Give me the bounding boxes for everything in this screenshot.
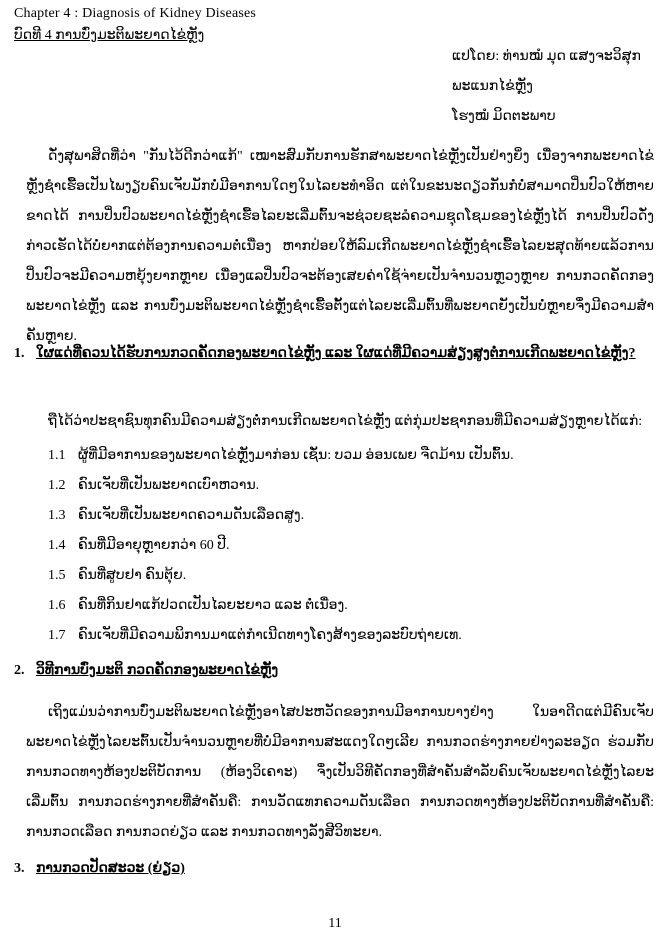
hospital-credit: ໂຮງໝໍ ມິດຕະພາບ [452,109,556,124]
intro-paragraph: ດັ່ງສຸພາສິດທີ່ວ່າ "ກັນໄວ້ດີກວ່າແກ້" ເໝາະສົມກັບການຮັກສາພະຍາດໄຂ່ຫຼັງເປັນຢ່າງຍິ່ງ ເນື່ອງຈາກພະຍາດໄຂ່ຫຼັງຊໍາເຮື້ອເປັນໄພງຽບຄົນເຈັບມັກບໍ່ມີອາການໃດໆໃນໄລຍະທໍາອິດ ແຕ່ໃນຂະນະດຽວກັນກໍ່ບໍ່ສາມາດປິ່ນປົວໃຫ້ຫາຍຂາດໄດ້ ການປິ່ນປົວພະຍາດໄຂ່ຫຼັງຊໍາເຮື້ອໄລຍະເລີ່ມຕົ້ນຈະຊ່ວຍຊະລໍຄວາມຊຸດໂຊມຂອງໄຂ່ຫຼັງໄດ້ ການປິ່ນປົວດັ່ງກ່າວເຮັດໄດ້ບໍ່ຍາກແຕ່ຕ້ອງການຄວາມຕໍ່ເນື່ອງ ຫາກປ່ອຍໃຫ້ລົມເກີດພະຍາດໄຂ່ຫຼັງຊໍາເຮື້ອໄລຍະສຸດທ້າຍແລ້ວການປິ່ນປົວຈະມີຄວາມຫຍຸ້ງຍາກຫຼາຍ ເນື່ອງແລປິ່ນປົວຈະຕ້ອງເສຍຄ່າໃຊ້ຈ່າຍເປັນຈໍານວນຫຼວງຫຼາຍ ການກວດຄັດກອງພະຍາດໄຂ່ຫຼັງ ແລະ ການບົ່ງມະຕິພະຍາດໄຂ່ຫຼັງຊໍາເຮື້ອຕັ້ງແຕ່ໄລຍະເລີ່ມຕົ້ນທີ່ພະຍາດຍັງເປັນບໍ່ຫຼາຍຈຶ່ງມີຄວາມສໍາຄັນຫຼາຍ. [26,149,654,344]
section-title: ໃຜແດ່ທີ່ຄວນໄດ້ຮັບການກວດຄັດກອງພະຍາດໄຂ່ຫຼັງ ແລະ ໃຜແດ່ທີ່ມີຄວາມສ່ຽງສູງຕໍ່ການເກີດພະຍາດໄຂ່ຫຼັງ? [36,346,636,361]
list-item-number: 1.5 [48,568,66,583]
list-item [48,441,514,471]
list-item-text: ຄົນເຈັບທີ່ມີຄວາມພິການມາແຕ່ກໍາເນີດທາງໂຄງສ້າງຂອງລະບົບຖ່າຍເທ. [78,628,462,643]
list-item-number: 1.3 [48,508,66,523]
section-number: 2. [14,663,25,678]
section-1-heading [14,345,636,362]
list-item [48,621,514,651]
list-item-number: 1.7 [48,628,66,643]
section-2-heading [14,662,278,679]
page-number: 11 [328,916,342,931]
section-title: ການກວດປັດສະວະ (ຍ່ຽວ) [36,861,185,876]
section-number: 1. [14,346,25,361]
list-item-number: 1.1 [48,448,66,463]
list-item [48,561,514,591]
list-item-text: ຄົນເຈັບທີ່ເປັນພະຍາດຄວາມດັນເລືອດສູງ. [78,508,305,523]
diagnosis-paragraph: ເຖິງແມ່ນວ່າການບົ່ງມະຕິພະຍາດໄຂ່ຫຼັງອາໄສປະຫວັດຂອງການມີອາການບາງຢ່າງ ໃນອາດີດແຕ່ມີຄົນເຈັບພະຍາດໄຂ່ຫຼັງໄລຍະຕົ້ນເປັນຈໍານວນຫຼາຍທີ່ບໍ່ມີອາການສະແດງໃດໆເລີຍ ການກວດຮ່າງກາຍຢ່າງລະອຽດ ຮ່ວມກັບການກວດທາງຫ້ອງປະຕິບັດການ (ຫ້ອງວິເຄາະ) ຈຶ່ງເປັນວິທີຄັດກອງທີ່ສໍາຄັນສໍາລັບຄົນເຈັບພະຍາດໄຂ່ຫຼັງໄລຍະເລີ່ມຕົ້ນ ການກວດຮ່າງກາຍທີ່ສໍາຄັນຄື: ການວັດແທກຄວາມດັນເລືອດ ການກວດທາງຫ້ອງປະຕິບັດການທີ່ສໍາຄັນຄື: ການກວດເລືອດ ການກວດຍ່ຽວ ແລະ ການກວດທາງລັງສີວິທະຍາ. [26,705,654,840]
list-item [48,471,514,501]
translator-credit: ແປໂດຍ: ທ່ານໝໍ ມຸດ ແສງຈະວິສຸກ [452,49,641,64]
section-title: ວິທີການບົ່ງມະຕິ ກວດຄັດກອງພະຍາດໄຂ່ຫຼັງ [36,663,279,678]
list-item-number: 1.6 [48,598,66,613]
risk-group-intro: ຖືໄດ້ວ່າປະຊາຊົນທຸກຄົນມີຄວາມສ່ຽງຕໍ່ການເກີດພະຍາດໄຂ່ຫຼັງ ແຕ່ກຸ່ມປະຊາກອນທີ່ມີຄວາມສ່ຽງຫຼາຍໄດ້ແກ່: [48,414,643,429]
section-number: 3. [14,861,25,876]
list-item [48,531,514,561]
list-item [48,501,514,531]
risk-group-list [48,441,514,651]
list-item-text: ຄົນທີ່ກິນຢາແກ້ປວດເປັນໄລຍະຍາວ ແລະ ຕໍ່ເນື່ອງ. [78,598,348,613]
list-item-text: ຄົນເຈັບທີ່ເປັນພະຍາດເບົາຫວານ. [78,478,260,493]
list-item-text: ຜູ້ທີ່ມີອາການຂອງພະຍາດໄຂ່ຫຼັງມາກ່ອນ ເຊັ່ນ: ບວມ ອ່ອນເພຍ ຈືດມ້ານ ເປັນຕົ້ນ. [78,448,514,463]
list-item-text: ຄົນທີ່ສູບຢາ ຄົນຕຸ້ຍ. [78,568,187,583]
list-item-number: 1.4 [48,538,66,553]
section-3-heading [14,860,185,877]
chapter-line: Chapter 4 : Diagnosis of Kidney Diseases [14,6,257,21]
list-item-number: 1.2 [48,478,66,493]
list-item [48,591,514,621]
department-credit: ພະແນກໄຂ່ຫຼັງ [452,79,533,94]
chapter-title: ບົດທີ 4 ການບົ່ງມະຕິພະຍາດໄຂ່ຫຼັງ [14,28,205,43]
list-item-text: ຄົນທີ່ມີອາຍຸຫຼາຍກວ່າ 60 ປີ. [78,538,230,553]
